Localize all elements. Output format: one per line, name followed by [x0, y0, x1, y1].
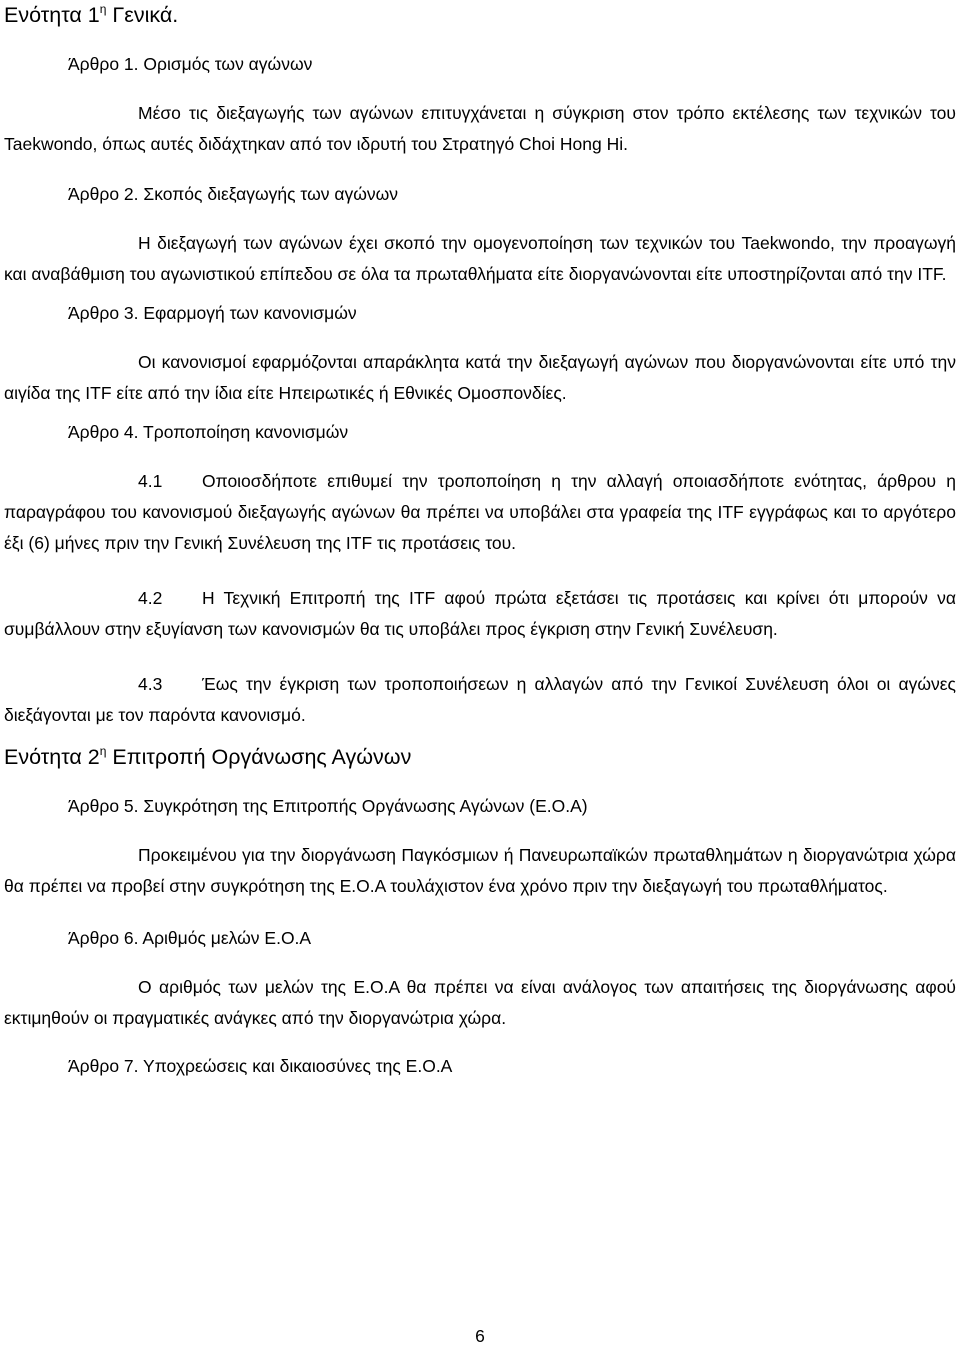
- article-1-text: Μέσο τις διεξαγωγής των αγώνων επιτυγχάνεται η σύγκριση στον τρόπο εκτέλεσης των τεχνικών του Taekwondo, όπως αυτές διδάχτηκαν από τον ιδρυτή του Στρατηγό Choi Hong Hi.: [4, 103, 956, 154]
- paragraph-number: 4.1: [138, 471, 163, 491]
- section-2-suffix: Επιτροπή Οργάνωσης Αγώνων: [106, 745, 412, 769]
- article-7-title: Άρθρο 7. Υποχρεώσεις και δικαιοσύνες της Ε.Ο.Α: [68, 1056, 453, 1076]
- article-5-title: Άρθρο 5. Συγκρότηση της Επιτροπής Οργάνωσης Αγώνων (Ε.Ο.Α): [68, 796, 588, 816]
- section-1-heading: [4, 2, 956, 28]
- article-6-text: Ο αριθμός των μελών της Ε.Ο.Α θα πρέπει να είναι ανάλογος των απαιτήσεις της διοργάνωσης αφού εκτιμηθούν οι πραγματικές ανάγκες από την διοργανώτρια χώρα.: [4, 977, 956, 1028]
- section-2-superscript: η: [99, 744, 107, 758]
- section-1-prefix: Ενότητα 1: [4, 3, 100, 27]
- article-4-paragraph-1: [4, 466, 956, 559]
- article-3-title: Άρθρο 3. Εφαρμογή των κανονισμών: [68, 303, 357, 323]
- paragraph-number: 4.3: [138, 674, 163, 694]
- paragraph-text: Η Τεχνική Επιτροπή της ITF αφού πρώτα εξετάσει τις προτάσεις και κρίνει ότι μπορούν να συμβάλλουν στην εξυγίανση των κανονισμών θα τις υποβάλει προς έγκριση στην Γενική Συνέλευση.: [4, 588, 956, 639]
- article-3-text: Οι κανονισμοί εφαρμόζονται απαράκλητα κατά την διεξαγωγή αγώνων που διοργανώνονται είτε υπό την αιγίδα της ITF είτε από την ίδια είτε Ηπειρωτικές ή Εθνικές Ομοσπονδίες.: [4, 352, 956, 403]
- article-4-paragraph-3: [4, 669, 956, 731]
- paragraph-text: Οποιοσδήποτε επιθυμεί την τροποποίηση η την αλλαγή οποιασδήποτε ενότητας, άρθρου η παραγράφου του κανονισμού διεξαγωγής αγώνων θα πρέπει να υποβάλει στα γραφεία της ITF εγγράφως και το αργότερο έξι (6) μήνες πριν την Γενική Συνέλευση της ITF τις προτάσεις του.: [4, 471, 956, 553]
- article-5-text: Προκειμένου για την διοργάνωση Παγκόσμιων ή Πανευρωπαϊκών πρωταθλημάτων η διοργανώτρια χώρα θα πρέπει να προβεί στην συγκρότηση της Ε.Ο.Α τουλάχιστον ένα χρόνο πριν την διεξαγωγή του πρωταθλήματος.: [4, 845, 956, 896]
- section-2-prefix: Ενότητα 2: [4, 745, 100, 769]
- article-4-paragraph-2: [4, 583, 956, 645]
- document-page: [4, 0, 956, 1078]
- section-2-heading: [4, 744, 956, 770]
- article-2-text: Η διεξαγωγή των αγώνων έχει σκοπό την ομογενοποίηση των τεχνικών του Taekwondo, την προαγωγή και αναβάθμιση του αγωνιστικού επίπεδου σε όλα τα πρωταθλήματα είτε διοργανώνονται είτε υποστηρίζονται από την ITF.: [4, 233, 956, 284]
- section-1-suffix: Γενικά.: [106, 3, 179, 27]
- paragraph-text: Έως την έγκριση των τροποποιήσεων η αλλαγών από την Γενικοί Συνέλευση όλοι οι αγώνες διεξάγονται με τον παρόντα κανονισμό.: [4, 674, 956, 725]
- page-number: 6: [475, 1326, 485, 1346]
- article-6-title: Άρθρο 6. Αριθμός μελών Ε.Ο.Α: [68, 928, 312, 948]
- article-4-title: Άρθρο 4. Τροποποίηση κανονισμών: [68, 422, 349, 442]
- article-2-title: Άρθρο 2. Σκοπός διεξαγωγής των αγώνων: [68, 184, 399, 204]
- section-1-superscript: η: [99, 2, 107, 16]
- paragraph-number: 4.2: [138, 588, 163, 608]
- article-1-title: Άρθρο 1. Ορισμός των αγώνων: [68, 54, 313, 74]
